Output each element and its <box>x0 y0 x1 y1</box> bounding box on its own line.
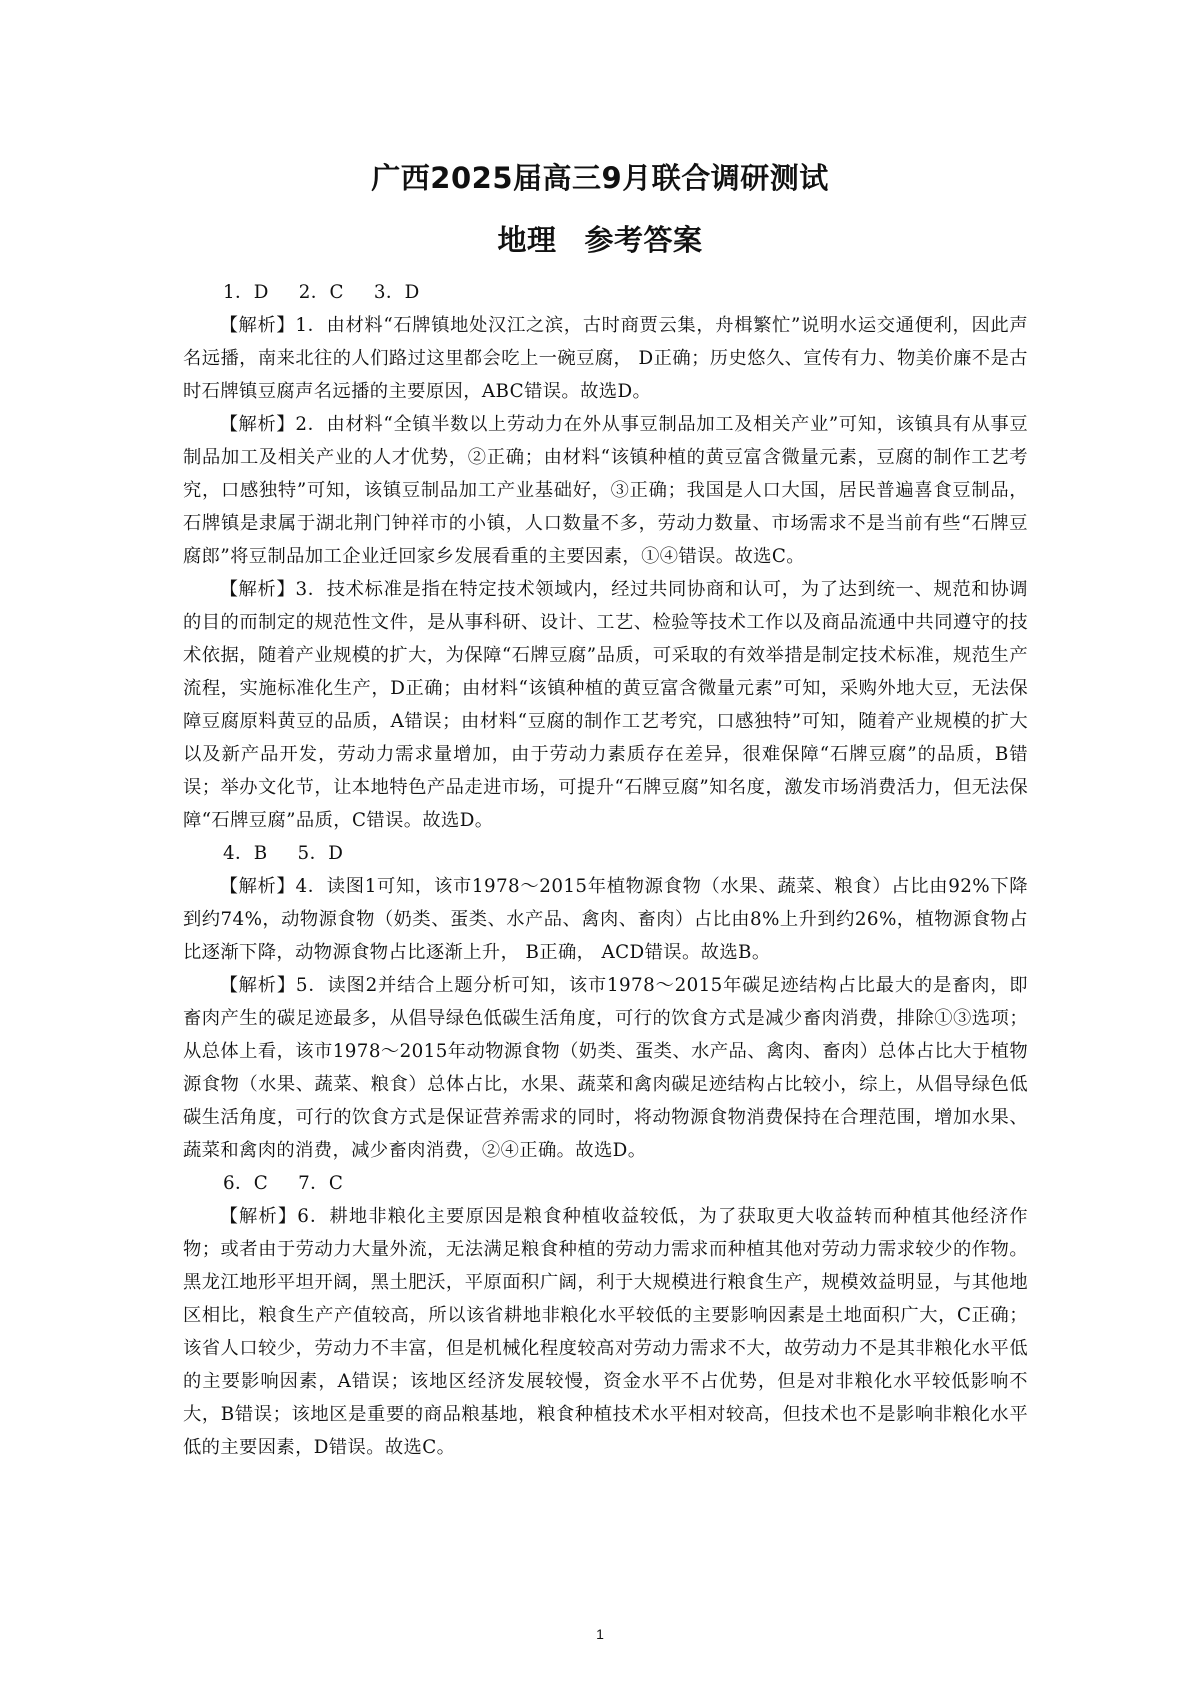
explanation-paragraph: 【解析】5．读图2并结合上题分析可知，该市1978～2015年碳足迹结构占比最大的是畜肉，即畜肉产生的碳足迹最多，从倡导绿色低碳生活角度，可行的饮食方式是减少畜肉消费，排除①③选项；从总体上看，该市1978～2015年动物源食物（奶类、蛋类、水产品、禽肉、畜肉）总体占比大于植物源食物（水果、蔬菜、粮食）总体占比，水果、蔬菜和禽肉碳足迹结构占比较小，综上，从倡导绿色低碳生活角度，可行的饮食方式是保证营养需求的同时，将动物源食物消费保持在合理范围，增加水果、蔬菜和禽肉的消费，减少畜肉消费，②④正确。故选D。 <box>183 975 1028 1161</box>
explanation-paragraph: 【解析】2．由材料“全镇半数以上劳动力在外从事豆制品加工及相关产业”可知，该镇具有从事豆制品加工及相关产业的人才优势，②正确；由材料“该镇种植的黄豆富含微量元素，豆腐的制作工艺考究，口感独特”可知，该镇豆制品加工产业基础好，③正确；我国是人口大国，居民普遍喜食豆制品，石牌镇是隶属于湖北荆门钟祥市的小镇，人口数量不多，劳动力数量、市场需求不是当前有些“石牌豆腐郎”将豆制品加工企业迁回家乡发展看重的主要因素，①④错误。故选C。 <box>183 414 1028 567</box>
answer-line <box>183 276 1028 309</box>
answer-line <box>183 1167 1028 1200</box>
subject-label: 地理 <box>497 223 557 257</box>
document-title: 广西2025届高三9月联合调研测试 <box>371 161 829 195</box>
answer-item: 1．D <box>223 282 269 303</box>
explanation-paragraph: 【解析】4．读图1可知，该市1978～2015年植物源食物（水果、蔬菜、粮食）占比由92%下降到约74%，动物源食物（奶类、蛋类、水产品、禽肉、畜肉）占比由8%上升到约26%，植物源食物占比逐渐下降，动物源食物占比逐渐上升， B正确， ACD错误。故选B。 <box>183 876 1028 963</box>
explanation-paragraph: 【解析】1．由材料“石牌镇地处汉江之滨，古时商贾云集，舟楫繁忙”说明水运交通便利，因此声名远播，南来北往的人们路过这里都会吃上一碗豆腐， D正确；历史悠久、宣传有力、物美价廉不是古时石牌镇豆腐声名远播的主要原因，ABC错误。故选D。 <box>183 315 1028 402</box>
answer-item: 7．C <box>298 1173 344 1194</box>
answer-line <box>183 837 1028 870</box>
page-number: 1 <box>596 1626 604 1642</box>
document-body <box>183 276 1028 1464</box>
answer-item: 2．C <box>298 282 344 303</box>
answer-item: 3．D <box>373 282 420 303</box>
explanation-paragraph: 【解析】3．技术标准是指在特定技术领域内，经过共同协商和认可，为了达到统一、规范和协调的目的而制定的规范性文件，是从事科研、设计、工艺、检验等技术工作以及商品流通中共同遵守的技术依据，随着产业规模的扩大，为保障“石牌豆腐”品质，可采取的有效举措是制定技术标准，规范生产流程，实施标准化生产，D正确；由材料“该镇种植的黄豆富含微量元素”可知，采购外地大豆，无法保障豆腐原料黄豆的品质，A错误；由材料“豆腐的制作工艺考究，口感独特”可知，随着产业规模的扩大以及新产品开发，劳动力需求量增加，由于劳动力素质存在差异，很难保障“石牌豆腐”的品质，B错误；举办文化节，让本地特色产品走进市场，可提升“石牌豆腐”知名度，激发市场消费活力，但无法保障“石牌豆腐”品质，C错误。故选D。 <box>183 579 1028 831</box>
answer-item: 4．B <box>223 843 268 864</box>
answer-item: 6．C <box>223 1173 269 1194</box>
document-subtitle <box>0 220 1200 260</box>
explanation-paragraph: 【解析】6．耕地非粮化主要原因是粮食种植收益较低，为了获取更大收益转而种植其他经济作物；或者由于劳动力大量外流，无法满足粮食种植的劳动力需求而种植其他对劳动力需求较少的作物。黑龙江地形平坦开阔，黑土肥沃，平原面积广阔，利于大规模进行粮食生产，规模效益明显，与其他地区相比，粮食生产产值较高，所以该省耕地非粮化水平较低的主要影响因素是土地面积广大，C正确；该省人口较少，劳动力不丰富，但是机械化程度较高对劳动力需求不大，故劳动力不是其非粮化水平低的主要影响因素，A错误；该地区经济发展较慢，资金水平不占优势，但是对非粮化水平较低影响不大，B错误；该地区是重要的商品粮基地，粮食种植技术水平相对较高，但技术也不是影响非粮化水平低的主要因素，D错误。故选C。 <box>183 1206 1028 1458</box>
answer-key-label: 参考答案 <box>584 223 703 257</box>
answer-item: 5．D <box>297 843 344 864</box>
